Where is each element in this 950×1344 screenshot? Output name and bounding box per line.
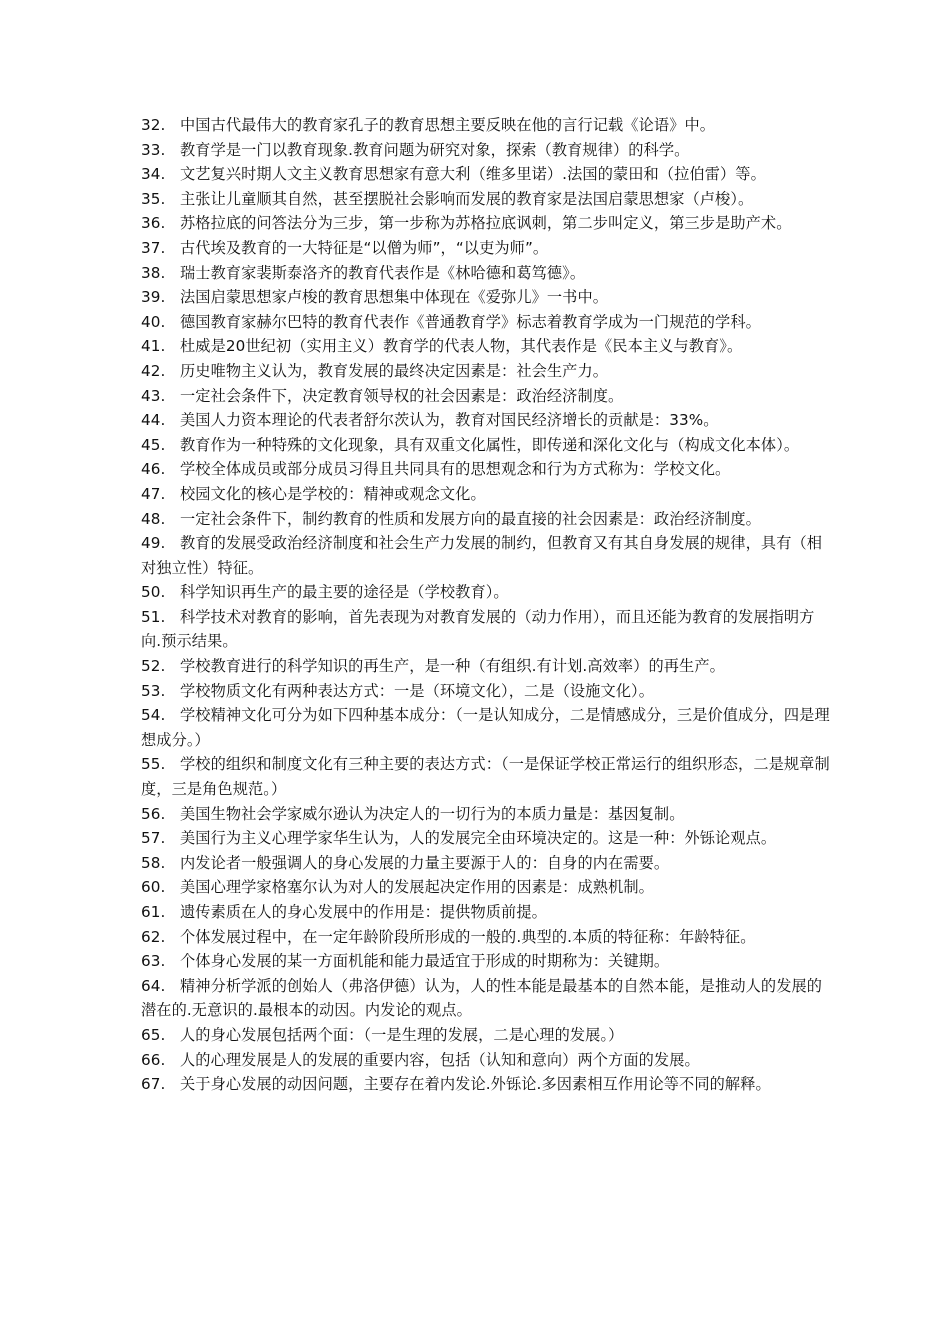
- item-text: 人的心理发展是人的发展的重要内容，包括（认知和意向）两个方面的发展。: [180, 1050, 700, 1069]
- list-item: [141, 802, 831, 827]
- item-number: 35.: [141, 189, 166, 208]
- list-item: [141, 261, 831, 286]
- list-item: [141, 875, 831, 900]
- item-number: 36.: [141, 214, 166, 233]
- item-number: 66.: [141, 1050, 166, 1069]
- list-item: [141, 1072, 831, 1097]
- item-number: 44.: [141, 411, 166, 430]
- item-text: 中国古代最伟大的教育家孔子的教育思想主要反映在他的言行记载《论语》中。: [180, 116, 716, 134]
- list-item: [141, 580, 831, 605]
- list-item: [141, 974, 831, 1023]
- item-number: 41.: [141, 337, 166, 356]
- list-item: [141, 211, 831, 236]
- item-text: 学校物质文化有两种表达方式：一是（环境文化），二是（设施文化）。: [180, 681, 654, 700]
- item-number: 47.: [141, 484, 166, 503]
- item-number: 34.: [141, 165, 166, 184]
- item-text: 内发论者一般强调人的身心发展的力量主要源于人的：自身的内在需要。: [180, 853, 670, 872]
- list-item: [141, 703, 831, 752]
- item-text: 古代埃及教育的一大特征是“以僧为师”，“以吏为师”。: [180, 238, 549, 257]
- item-text: 个体身心发展的某一方面机能和能力最适宜于形成的时期称为：关键期。: [180, 952, 670, 971]
- item-number: 61.: [141, 903, 166, 921]
- item-number: 60.: [141, 878, 166, 897]
- item-number: 62.: [141, 927, 166, 946]
- item-text: 主张让儿童顺其自然，甚至摆脱社会影响而发展的教育家是法国启蒙思想家（卢梭）。: [180, 189, 754, 208]
- item-text: 法国启蒙思想家卢梭的教育思想集中体现在《爱弥儿》一书中。: [180, 288, 609, 307]
- list-item: [141, 507, 831, 532]
- list-item: [141, 138, 831, 163]
- item-number: 33.: [141, 140, 166, 159]
- item-text: 德国教育家赫尔巴特的教育代表作《普通教育学》标志着教育学成为一门规范的学科。: [180, 312, 761, 331]
- list-item: [141, 949, 831, 974]
- item-number: 65.: [141, 1025, 166, 1044]
- item-text: 教育的发展受政治经济制度和社会生产力发展的制约，但教育又有其自身发展的规律，具有（相对独立性）特征。: [141, 534, 823, 577]
- list-item: [141, 826, 831, 851]
- item-number: 37.: [141, 238, 166, 257]
- item-number: 39.: [141, 288, 166, 307]
- item-text: 学校教育进行的科学知识的再生产，是一种（有组织.有计划.高效率）的再生产。: [180, 657, 725, 676]
- item-text: 一定社会条件下，决定教育领导权的社会因素是：政治经济制度。: [180, 386, 624, 405]
- list-item: [141, 900, 831, 925]
- list-item: [141, 1023, 831, 1048]
- list-item: [141, 285, 831, 310]
- list-item: [141, 457, 831, 482]
- item-number: 46.: [141, 460, 166, 479]
- item-text: 一定社会条件下，制约教育的性质和发展方向的最直接的社会因素是：政治经济制度。: [180, 509, 761, 528]
- item-text: 学校的组织和制度文化有三种主要的表达方式：（一是保证学校正常运行的组织形态，二是规章制度，三是角色规范。）: [141, 755, 830, 799]
- item-number: 52.: [141, 657, 166, 676]
- item-number: 55.: [141, 755, 166, 774]
- item-number: 54.: [141, 706, 166, 725]
- list-item: [141, 482, 831, 507]
- item-text: 科学技术对教育的影响，首先表现为对教育发展的（动力作用），而且还能为教育的发展指明方向.预示结果。: [141, 607, 815, 651]
- item-text: 学校全体成员或部分成员习得且共同具有的思想观念和行为方式称为：学校文化。: [180, 460, 731, 479]
- item-number: 67.: [141, 1075, 166, 1094]
- item-text: 文艺复兴时期人文主义教育思想家有意大利（维多里诺）.法国的蒙田和（拉伯雷）等。: [180, 165, 766, 184]
- item-text: 关于身心发展的动因问题，主要存在着内发论.外铄论.多因素相互作用论等不同的解释。: [180, 1075, 771, 1094]
- item-text: 人的身心发展包括两个面：（一是生理的发展，二是心理的发展。）: [180, 1025, 624, 1044]
- item-number: 58.: [141, 853, 166, 872]
- item-text: 遗传素质在人的身心发展中的作用是：提供物质前提。: [180, 903, 547, 921]
- item-number: 51.: [141, 607, 166, 626]
- item-number: 50.: [141, 583, 166, 602]
- question-list: [141, 113, 831, 1097]
- item-text: 杜威是20世纪初（实用主义）教育学的代表人物，其代表作是《民本主义与教育》。: [180, 337, 743, 356]
- item-number: 56.: [141, 804, 166, 823]
- item-text: 历史唯物主义认为，教育发展的最终决定因素是：社会生产力。: [180, 361, 609, 380]
- list-item: [141, 605, 831, 654]
- item-number: 48.: [141, 509, 166, 528]
- list-item: [141, 752, 831, 801]
- item-number: 63.: [141, 952, 166, 971]
- list-item: [141, 679, 831, 704]
- item-text: 教育作为一种特殊的文化现象，具有双重文化属性，即传递和深化文化与（构成文化本体）。: [180, 435, 800, 454]
- list-item: [141, 925, 831, 950]
- list-item: [141, 187, 831, 212]
- item-text: 美国人力资本理论的代表者舒尔茨认为，教育对国民经济增长的贡献是：33%。: [180, 411, 719, 430]
- item-text: 精神分析学派的创始人（弗洛伊德）认为，人的性本能是最基本的自然本能，是推动人的发展的潜在的.无意识的.最根本的动因。内发论的观点。: [141, 976, 823, 1020]
- list-item: [141, 408, 831, 433]
- item-number: 38.: [141, 263, 166, 282]
- list-item: [141, 433, 831, 458]
- list-item: [141, 531, 831, 580]
- list-item: [141, 1048, 831, 1073]
- item-number: 45.: [141, 435, 166, 454]
- item-text: 校园文化的核心是学校的：精神或观念文化。: [180, 484, 486, 503]
- item-text: 美国行为主义心理学家华生认为，人的发展完全由环境决定的。这是一种：外铄论观点。: [180, 829, 777, 848]
- item-text: 美国心理学家格塞尔认为对人的发展起决定作用的因素是：成熟机制。: [180, 878, 654, 897]
- list-item: [141, 310, 831, 335]
- list-item: [141, 359, 831, 384]
- list-item: [141, 384, 831, 409]
- item-text: 苏格拉底的问答法分为三步，第一步称为苏格拉底讽刺，第二步叫定义，第三步是助产术。: [180, 214, 792, 233]
- list-item: [141, 113, 831, 138]
- list-item: [141, 334, 831, 359]
- item-number: 40.: [141, 312, 166, 331]
- item-text: 美国生物社会学家威尔逊认为决定人的一切行为的本质力量是：基因复制。: [180, 804, 685, 823]
- item-text: 个体发展过程中，在一定年龄阶段所形成的一般的.典型的.本质的特征称：年龄特征。: [180, 927, 756, 946]
- list-item: [141, 654, 831, 679]
- item-number: 57.: [141, 829, 166, 848]
- item-number: 32.: [141, 116, 166, 134]
- item-number: 53.: [141, 681, 166, 700]
- item-number: 64.: [141, 976, 166, 995]
- item-text: 科学知识再生产的最主要的途径是（学校教育）。: [180, 583, 509, 602]
- item-text: 学校精神文化可分为如下四种基本成分：（一是认知成分，二是情感成分，三是价值成分，四是理想成分。）: [141, 706, 830, 749]
- item-number: 49.: [141, 534, 166, 553]
- item-number: 42.: [141, 361, 166, 380]
- item-text: 教育学是一门以教育现象.教育问题为研究对象，探索（教育规律）的科学。: [180, 140, 690, 159]
- list-item: [141, 162, 831, 187]
- item-number: 43.: [141, 386, 166, 405]
- list-item: [141, 236, 831, 261]
- list-item: [141, 851, 831, 876]
- item-text: 瑞士教育家裴斯泰洛齐的教育代表作是《林哈德和葛笃德》。: [180, 263, 586, 282]
